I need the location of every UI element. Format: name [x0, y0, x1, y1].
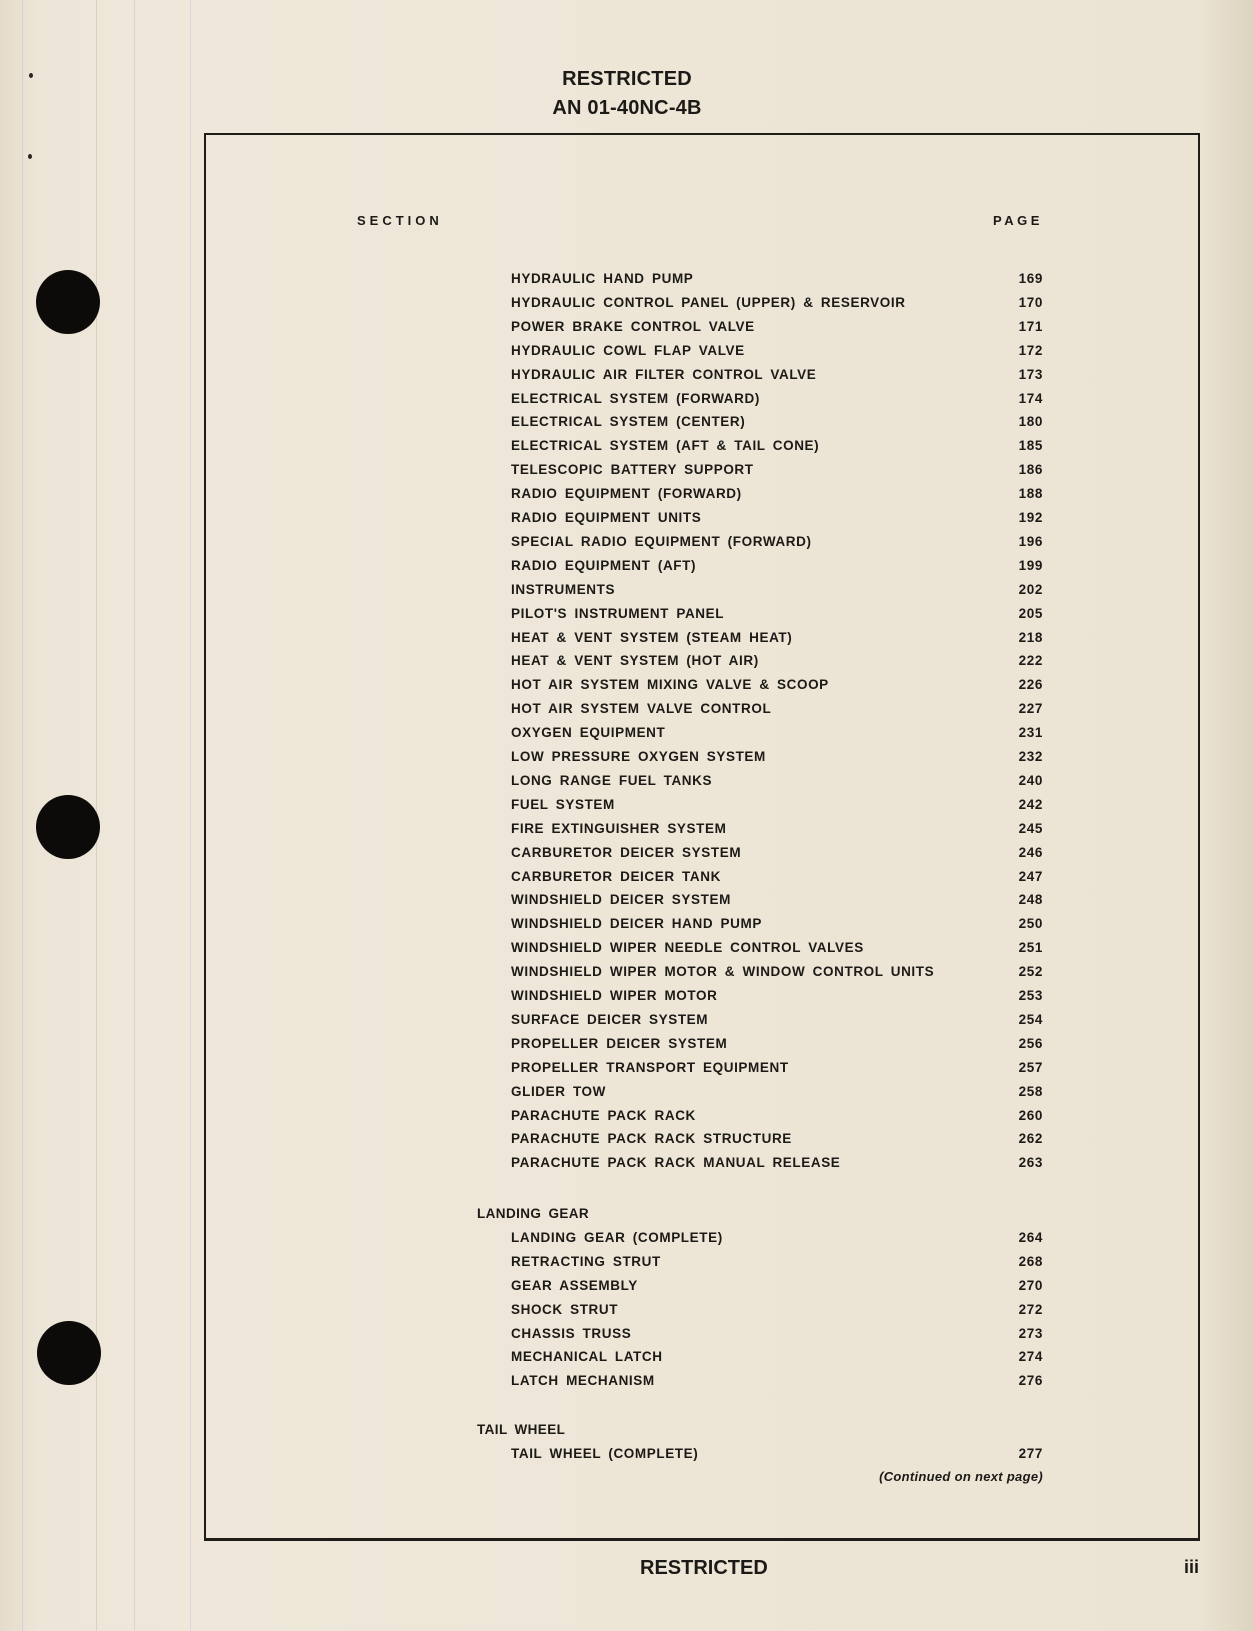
entry-title: RADIO EQUIPMENT (AFT)	[511, 557, 697, 573]
toc-entry	[0, 1278, 1254, 1300]
toc-entry	[0, 1230, 1254, 1252]
document-number: AN 01-40NC-4B	[552, 97, 702, 119]
entry-title: TAIL WHEEL (COMPLETE)	[511, 1445, 699, 1461]
entry-title: CHASSIS TRUSS	[511, 1325, 632, 1341]
entry-title: PARACHUTE PACK RACK	[511, 1107, 696, 1123]
toc-entry	[0, 1349, 1254, 1371]
entry-title: LATCH MECHANISM	[511, 1373, 655, 1389]
entry-title: PARACHUTE PACK RACK STRUCTURE	[511, 1131, 792, 1147]
entry-page-number: 192	[1018, 510, 1043, 525]
entry-page-number: 226	[1018, 677, 1043, 693]
toc-entry	[0, 1036, 1254, 1058]
toc-entry	[0, 892, 1254, 914]
toc-entry	[0, 797, 1254, 819]
toc-entry	[0, 319, 1254, 341]
entry-page-number: 174	[1018, 390, 1043, 406]
entry-page-number: 232	[1018, 749, 1043, 764]
entry-page-number: 247	[1018, 868, 1043, 884]
entry-page-number: 185	[1018, 438, 1043, 454]
entry-page-number: 256	[1018, 1035, 1043, 1051]
entry-title: PROPELLER TRANSPORT EQUIPMENT	[511, 1059, 789, 1075]
toc-entry	[0, 391, 1254, 413]
entry-page-number: 277	[1018, 1445, 1043, 1461]
toc-entry	[0, 869, 1254, 891]
entry-page-number: 270	[1018, 1277, 1043, 1293]
entry-title: WINDSHIELD WIPER MOTOR & WINDOW CONTROL UNITS	[511, 964, 935, 980]
entry-page-number: 272	[1018, 1301, 1043, 1317]
toc-entry	[0, 534, 1254, 556]
toc-entry	[0, 773, 1254, 795]
toc-entry	[0, 1131, 1254, 1153]
entry-title: HYDRAULIC HAND PUMP	[511, 271, 694, 286]
entry-title: PROPELLER DEICER SYSTEM	[511, 1035, 728, 1051]
entry-title: LONG RANGE FUEL TANKS	[511, 772, 713, 788]
entry-title: WINDSHIELD WIPER MOTOR	[511, 988, 718, 1003]
entry-title: HYDRAULIC AIR FILTER CONTROL VALVE	[511, 366, 817, 382]
toc-entry	[0, 653, 1254, 675]
entry-page-number: 258	[1018, 1083, 1043, 1099]
entry-page-number: 262	[1018, 1131, 1043, 1147]
toc-entry	[0, 749, 1254, 771]
entry-title: HYDRAULIC COWL FLAP VALVE	[511, 342, 745, 358]
toc-entry	[0, 821, 1254, 843]
toc-entry	[0, 343, 1254, 365]
entry-page-number: 251	[1018, 940, 1043, 956]
entry-page-number: 276	[1018, 1373, 1043, 1389]
toc-entry	[0, 414, 1254, 436]
toc-entry	[0, 438, 1254, 460]
toc-entry	[0, 1155, 1254, 1177]
entry-title: CARBURETOR DEICER SYSTEM	[511, 844, 742, 860]
entry-title: WINDSHIELD WIPER NEEDLE CONTROL VALVES	[511, 940, 864, 956]
toc-entry	[0, 1084, 1254, 1106]
entry-title: SURFACE DEICER SYSTEM	[511, 1011, 709, 1027]
entry-title: CARBURETOR DEICER TANK	[511, 868, 721, 884]
entry-title: ELECTRICAL SYSTEM (FORWARD)	[511, 390, 760, 406]
entry-page-number: 227	[1018, 701, 1043, 717]
toc-entry	[0, 940, 1254, 962]
toc-entry	[0, 1060, 1254, 1082]
entry-title: TELESCOPIC BATTERY SUPPORT	[511, 462, 754, 478]
entry-title: HOT AIR SYSTEM MIXING VALVE & SCOOP	[511, 677, 829, 693]
entry-page-number: 246	[1018, 844, 1043, 860]
entry-title: PARACHUTE PACK RACK MANUAL RELEASE	[511, 1155, 841, 1171]
toc-entry	[0, 510, 1254, 532]
entry-title: MECHANICAL LATCH	[511, 1349, 663, 1365]
entry-page-number: 274	[1018, 1349, 1043, 1365]
entry-title: OXYGEN EQUIPMENT	[511, 725, 666, 741]
entry-page-number: 254	[1018, 1011, 1043, 1027]
entry-page-number: 186	[1018, 462, 1043, 478]
group-heading: LANDING GEAR	[477, 1206, 590, 1221]
entry-page-number: 188	[1018, 486, 1043, 502]
entry-title: HYDRAULIC CONTROL PANEL (UPPER) & RESERVOIR	[511, 294, 906, 310]
entry-page-number: 180	[1018, 414, 1043, 430]
toc-entry	[0, 1446, 1254, 1468]
entry-page-number: 231	[1018, 725, 1043, 741]
entry-page-number: 218	[1018, 629, 1043, 645]
toc-entry	[0, 271, 1254, 293]
entry-page-number: 250	[1018, 916, 1043, 932]
entry-title: FUEL SYSTEM	[511, 796, 615, 812]
classification-header: RESTRICTED	[562, 68, 692, 90]
toc-entry	[0, 295, 1254, 317]
toc-entry	[0, 725, 1254, 747]
entry-title: LANDING GEAR (COMPLETE)	[511, 1229, 723, 1245]
entry-page-number: 172	[1018, 342, 1043, 358]
entry-title: SPECIAL RADIO EQUIPMENT (FORWARD)	[511, 533, 812, 549]
entry-page-number: 268	[1018, 1253, 1043, 1269]
toc-entry	[0, 606, 1254, 628]
entry-title: SHOCK STRUT	[511, 1301, 619, 1317]
entry-title: HEAT & VENT SYSTEM (STEAM HEAT)	[511, 629, 793, 645]
group-heading: TAIL WHEEL	[477, 1422, 566, 1437]
entry-title: POWER BRAKE CONTROL VALVE	[511, 318, 755, 334]
toc-entry	[0, 964, 1254, 986]
entry-title: GLIDER TOW	[511, 1083, 606, 1099]
toc-entry	[0, 558, 1254, 580]
entry-page-number: 196	[1018, 533, 1043, 549]
entry-title: PILOT'S INSTRUMENT PANEL	[511, 605, 725, 621]
toc-entry	[0, 630, 1254, 652]
entry-page-number: 170	[1018, 294, 1043, 310]
continued-note: (Continued on next page)	[879, 1469, 1043, 1484]
entry-page-number: 242	[1018, 796, 1043, 812]
entry-title: LOW PRESSURE OXYGEN SYSTEM	[511, 749, 766, 764]
entry-title: HEAT & VENT SYSTEM (HOT AIR)	[511, 653, 759, 669]
entry-title: FIRE EXTINGUISHER SYSTEM	[511, 820, 727, 836]
speck	[28, 154, 32, 159]
page-number: iii	[1184, 1557, 1200, 1577]
toc-entry	[0, 486, 1254, 508]
toc-entry	[0, 1254, 1254, 1276]
entry-title: GEAR ASSEMBLY	[511, 1277, 638, 1293]
entry-page-number: 240	[1018, 772, 1043, 788]
entry-page-number: 260	[1018, 1107, 1043, 1123]
entry-page-number: 222	[1018, 653, 1043, 669]
entry-title: RADIO EQUIPMENT (FORWARD)	[511, 486, 742, 502]
entry-page-number: 169	[1018, 271, 1043, 286]
toc-entry	[0, 367, 1254, 389]
toc-entry	[0, 845, 1254, 867]
toc-entry	[0, 677, 1254, 699]
entry-page-number: 199	[1018, 557, 1043, 573]
entry-page-number: 263	[1018, 1155, 1043, 1171]
entry-page-number: 248	[1018, 892, 1043, 908]
entry-title: RADIO EQUIPMENT UNITS	[511, 510, 702, 525]
classification-footer: RESTRICTED	[640, 1557, 768, 1579]
toc-entry	[0, 1326, 1254, 1348]
entry-title: ELECTRICAL SYSTEM (CENTER)	[511, 414, 746, 430]
entry-page-number: 273	[1018, 1325, 1043, 1341]
toc-entry	[0, 1373, 1254, 1395]
entry-page-number: 171	[1018, 318, 1043, 334]
toc-entry	[0, 916, 1254, 938]
toc-entry	[0, 988, 1254, 1010]
entry-page-number: 252	[1018, 964, 1043, 980]
entry-title: ELECTRICAL SYSTEM (AFT & TAIL CONE)	[511, 438, 820, 454]
entry-page-number: 202	[1018, 581, 1043, 597]
entry-title: INSTRUMENTS	[511, 581, 616, 597]
entry-page-number: 257	[1018, 1059, 1043, 1075]
entry-title: WINDSHIELD DEICER SYSTEM	[511, 892, 731, 908]
toc-entry	[0, 462, 1254, 484]
entry-page-number: 253	[1018, 988, 1043, 1003]
page-column-header: PAGE	[993, 213, 1043, 228]
entry-title: HOT AIR SYSTEM VALVE CONTROL	[511, 701, 772, 717]
entry-page-number: 205	[1018, 605, 1043, 621]
toc-entry	[0, 1012, 1254, 1034]
toc-entry	[0, 1302, 1254, 1324]
entry-page-number: 245	[1018, 820, 1043, 836]
entry-page-number: 173	[1018, 366, 1043, 382]
toc-entry	[0, 701, 1254, 723]
entry-page-number: 264	[1018, 1229, 1043, 1245]
toc-entry	[0, 582, 1254, 604]
section-column-header: SECTION	[357, 213, 443, 228]
toc-entry	[0, 1108, 1254, 1130]
entry-title: RETRACTING STRUT	[511, 1253, 661, 1269]
entry-title: WINDSHIELD DEICER HAND PUMP	[511, 916, 762, 932]
